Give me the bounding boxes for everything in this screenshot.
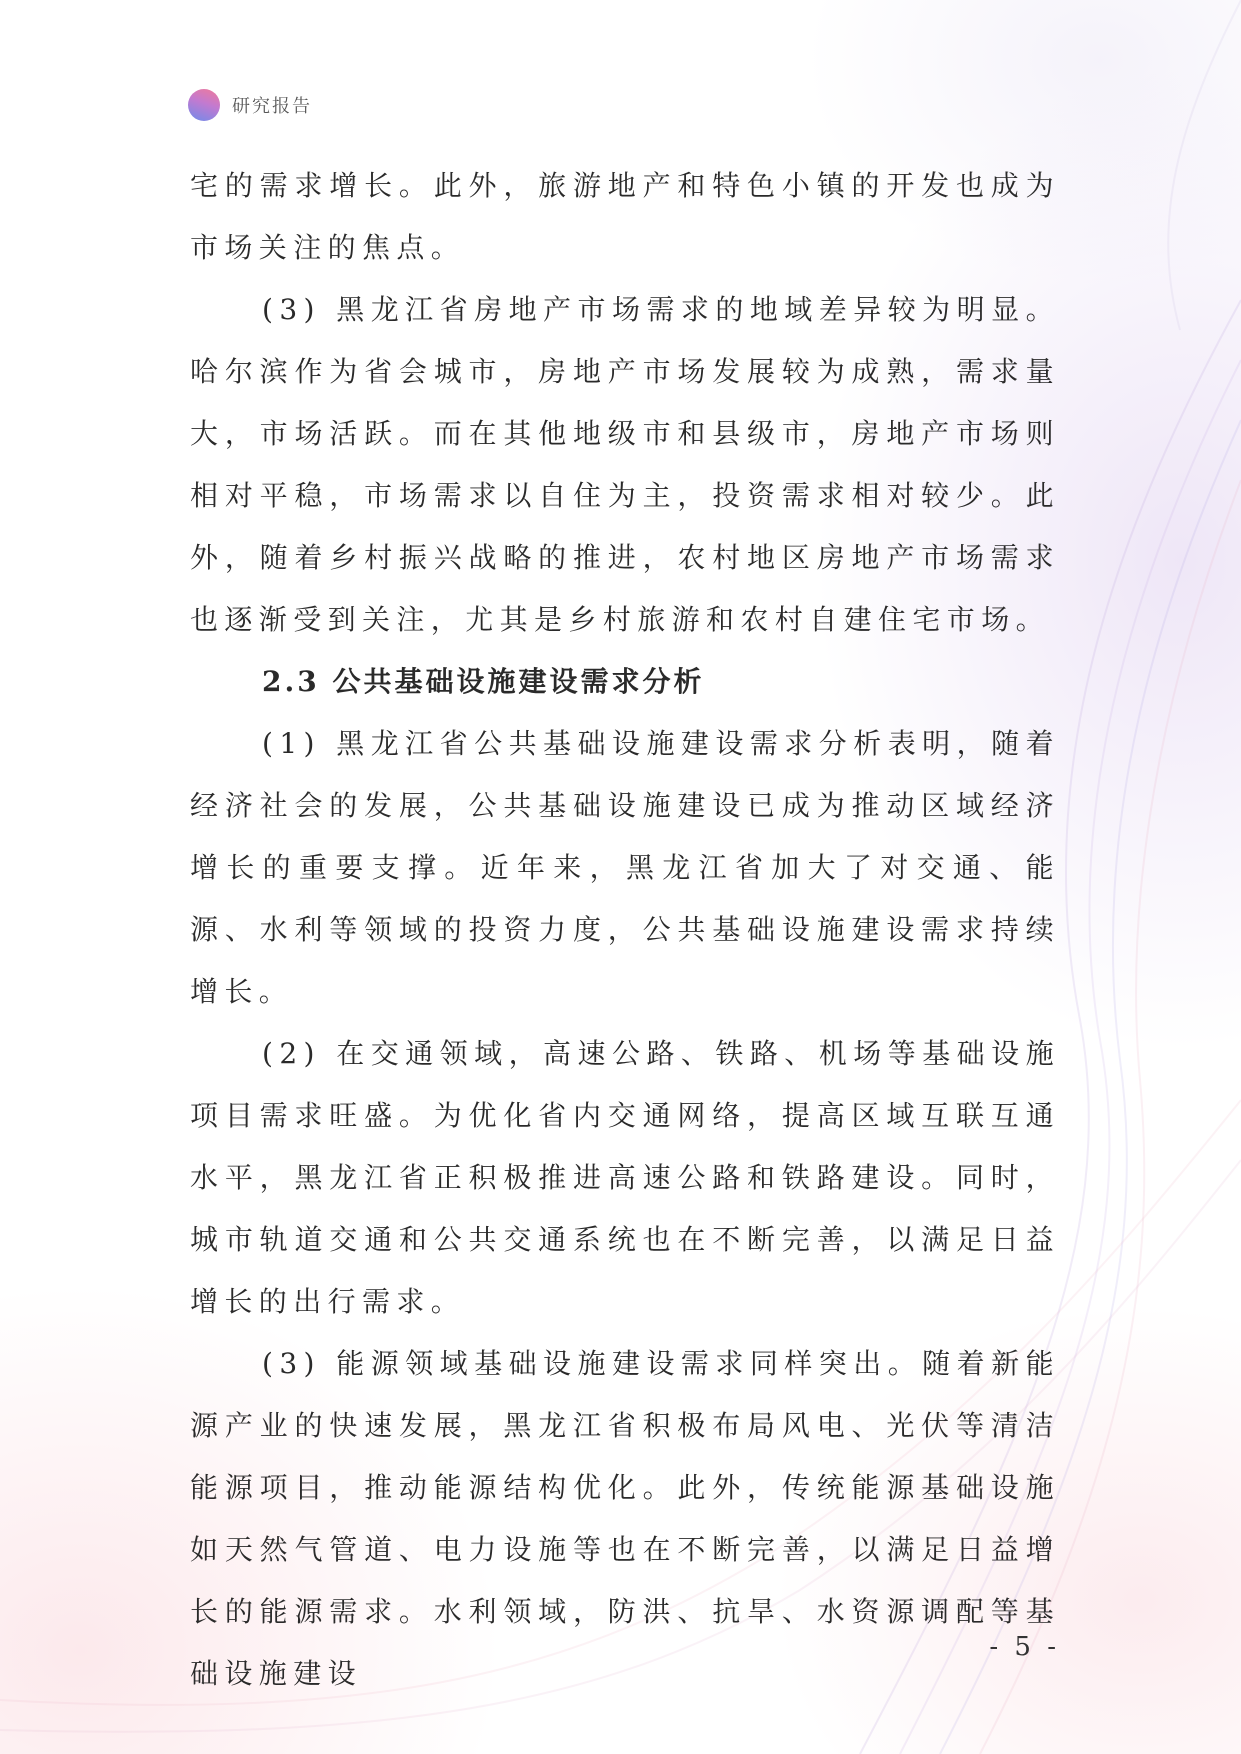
report-logo-icon: [188, 89, 220, 121]
paragraph-continuation: 宅的需求增长。此外，旅游地产和特色小镇的开发也成为市场关注的焦点。: [190, 169, 1060, 264]
paragraph-energy: (3) 能源领域基础设施建设需求同样突出。随着新能源产业的快速发展，黑龙江省积极布局风电、光伏等清洁能源项目，推动能源结构优化。此外，传统能源基础设施如天然气管道、电力设施等也在不断完善，以满足日益增长的能源需求。水利领域，防洪、抗旱、水资源调配等基础设施建设: [190, 1347, 1060, 1690]
document-body: [190, 155, 1060, 1705]
page-number: - 5 -: [989, 1632, 1060, 1662]
paragraph-real-estate-regional: (3) 黑龙江省房地产市场需求的地域差异较为明显。哈尔滨作为省会城市，房地产市场发展较为成熟，需求量大，市场活跃。而在其他地级市和县级市，房地产市场则相对平稳，市场需求以自住为主，投资需求相对较少。此外，随着乡村振兴战略的推进，农村地区房地产市场需求也逐渐受到关注，尤其是乡村旅游和农村自建住宅市场。: [190, 293, 1060, 636]
paragraph-transportation: (2) 在交通领域，高速公路、铁路、机场等基础设施项目需求旺盛。为优化省内交通网络，提高区域互联互通水平，黑龙江省正积极推进高速公路和铁路建设。同时，城市轨道交通和公共交通系统也在不断完善，以满足日益增长的出行需求。: [190, 1037, 1060, 1318]
header-title: 研究报告: [232, 96, 312, 117]
paragraph-infrastructure-overview: (1) 黑龙江省公共基础设施建设需求分析表明，随着经济社会的发展，公共基础设施建设已成为推动区域经济增长的重要支撑。近年来，黑龙江省加大了对交通、能源、水利等领域的投资力度，公共基础设施建设需求持续增长。: [190, 727, 1060, 1008]
section-heading-2-3: 2.3 公共基础设施建设需求分析: [262, 665, 705, 698]
report-header: [188, 88, 312, 122]
